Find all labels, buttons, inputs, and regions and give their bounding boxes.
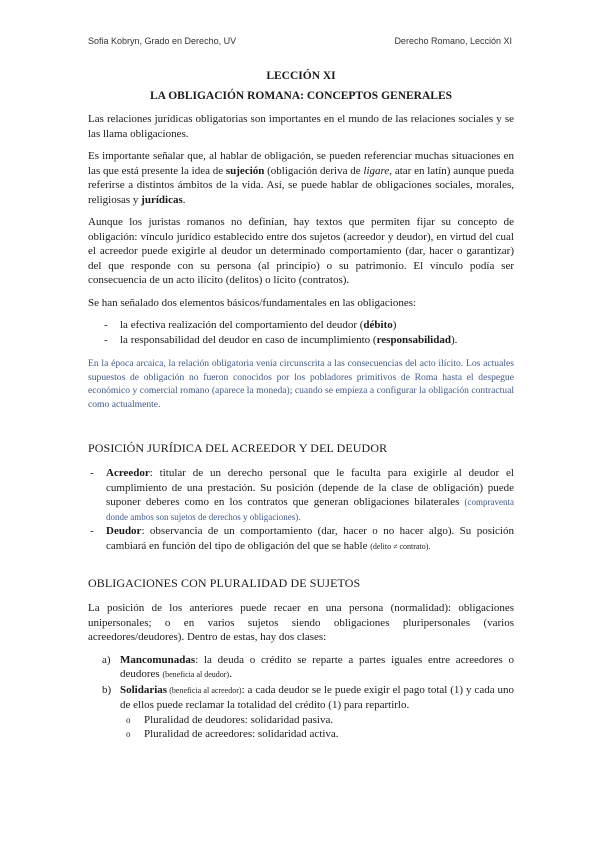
paragraph-concepto: Aunque los juristas romanos no definían, hay textos que permiten fijar su concepto de obligación: vínculo jurídico establecido entre dos sujetos (acreedor y deudor), en virtud del cual el acreedor puede exigirle al deudor un determinado comportamiento (dar, hacer o garantizar) del que responde con su persona (al principio) o su patrimonio. El vínculo podía ser consecuencia de un acto ilícito (delitos) o lícito (contratos). — [88, 216, 514, 286]
bold-term: Solidarias — [120, 683, 168, 696]
paragraph-pluralidad: La posición de los anteriores puede recaer en una persona (normalidad): obligaciones unipersonales; o en varios sujetos siendo obligaciones pluripersonales (varios acreedores/deudores). Dentro de estas, hay dos clases: — [88, 602, 514, 643]
text-run: la efectiva realización del comportamiento del deudor ( — [120, 319, 364, 331]
dash-marker: - — [104, 333, 108, 346]
inline-note: (compraventa donde ambos son sujetos de derechos y obligaciones). — [106, 497, 514, 522]
text-run: , atar en latín) aunque pueda referirse a distintos ámbitos de la vida. Así, se puede hablar de obligaciones sociales, morales, religiosas y — [88, 164, 514, 206]
dash-marker: - — [90, 467, 94, 479]
text-run: ) — [392, 319, 397, 331]
pluralidad-list — [88, 653, 514, 713]
list-item-mancomunadas — [88, 653, 514, 683]
text-run: : observancia de un comportamiento (dar, hacer o no hacer algo). Su posición cambiará en función del tipo de obligación del que se hable — [106, 525, 514, 552]
elements-list — [88, 318, 514, 347]
paragraph-sujecion — [88, 149, 514, 207]
lesson-subtitle: LA OBLIGACIÓN ROMANA: CONCEPTOS GENERALES — [149, 90, 453, 102]
text-run: ). — [450, 333, 458, 346]
text-run: la responsabilidad del deudor en caso de incumplimiento ( — [120, 333, 377, 346]
historical-note: En la época arcaica, la relación obligatoria venía circunscrita a las consecuencias del acto ilícito. Los actuales supuestos de obligación no fueron conocidos por los pobladores primitivos de Roma hasta el despegue económico y comercial romano (aparece la moneda); cuando se empieza a configurar la obligación contractual como actualmente. — [88, 358, 514, 410]
paragraph-intro: Las relaciones jurídicas obligatorias son importantes en el mundo de las relaciones sociales y se las llama obligaciones. — [88, 113, 514, 140]
bold-term: Acreedor — [106, 467, 150, 479]
list-item — [88, 333, 514, 348]
lesson-title: LECCIÓN XI — [266, 70, 336, 82]
letter-marker: a) — [102, 653, 111, 666]
list-item-acreedor — [88, 466, 514, 524]
document-body — [88, 70, 514, 742]
sublist-item — [88, 727, 514, 742]
bold-term: responsabilidad — [376, 333, 451, 346]
section-heading-posicion: POSICIÓN JURÍDICA DEL ACREEDOR Y DEL DEUDOR — [88, 441, 388, 455]
posicion-list — [88, 466, 514, 554]
bold-term: Deudor — [106, 525, 142, 537]
letter-marker: b) — [102, 683, 112, 696]
text-run: : a cada deudor se le puede exigir el pago total (1) y cada uno de ellos puede reclamar la totalidad del crédito (1) para repartirlo. — [120, 683, 515, 711]
text-run: Es importante señalar que, al hablar de obligación, se pueden referenciar muchas situaciones en las que está presente la idea de — [88, 150, 514, 177]
inline-note: (beneficia al acreedor) — [167, 685, 242, 695]
text-run: . — [182, 193, 186, 206]
list-item-deudor — [88, 524, 514, 554]
circle-marker: o — [126, 714, 131, 725]
dash-marker: - — [90, 525, 94, 537]
circle-marker: o — [126, 729, 131, 739]
sublist-item — [88, 713, 514, 728]
page-header — [88, 36, 512, 46]
text-run: . — [229, 668, 232, 680]
text-run: (obligación deriva de — [264, 164, 364, 177]
list-item-solidarias — [88, 683, 514, 713]
bold-term: sujeción — [225, 164, 265, 177]
italic-term: ligare — [363, 164, 390, 177]
inline-note: (delito ≠ contrato). — [370, 541, 431, 551]
section-heading-pluralidad: OBLIGACIONES CON PLURALIDAD DE SUJETOS — [88, 576, 361, 590]
bold-term: jurídicas — [141, 193, 183, 206]
text-run: Pluralidad de deudores: solidaridad pasiva. — [144, 713, 334, 726]
header-right: Derecho Romano, Lección XI — [394, 36, 512, 46]
text-run: : la deuda o crédito se reparte a partes iguales entre acreedores o deudores — [120, 653, 514, 680]
paragraph-elementos: Se han señalado dos elementos básicos/fundamentales en las obligaciones: — [88, 296, 417, 309]
inline-note: (beneficia al deudor) — [162, 670, 230, 679]
bold-term: débito — [363, 319, 393, 331]
bold-term: Mancomunadas — [120, 653, 196, 666]
dash-marker: - — [104, 319, 108, 331]
header-left: Sofia Kobryn, Grado en Derecho, UV — [88, 36, 237, 46]
text-run: Pluralidad de acreedores: solidaridad activa. — [144, 728, 339, 740]
text-run: : titular de un derecho personal que le faculta para exigirle al deudor el cumplimiento de una prestación. Su posición (depende de la clase de obligación) puede suponer deberes como en los contratos que generan obligaciones bilaterales — [106, 467, 514, 508]
solidaridad-sublist — [88, 713, 514, 742]
list-item — [88, 318, 514, 333]
